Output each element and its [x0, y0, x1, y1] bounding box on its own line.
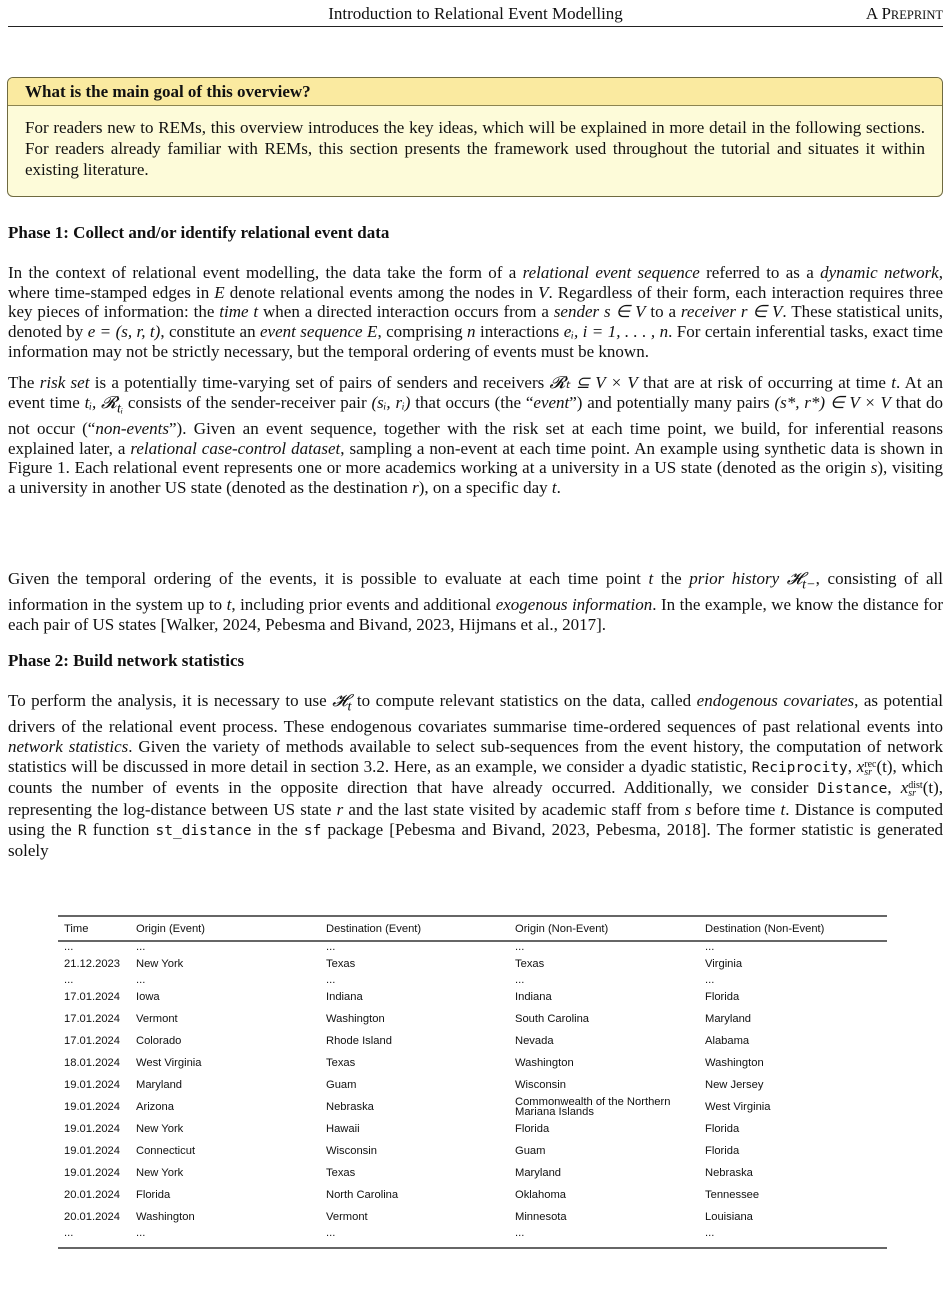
table-cell: South Carolina [515, 1013, 590, 1025]
table-cell: Oklahoma [515, 1189, 566, 1201]
phase1-paragraph-1: In the context of relational event modelling, the data take the form of a relational event sequence referred to as a dynamic network, where time-stamped edges in E denote relational events among the nodes in V. Regardless of their form, each interaction requires three key pieces of information: the time t when a directed interaction occurs from a sender s ∈ V to a receiver r ∈ V. These statistical units, denoted by e = (s, r, t), constitute an event sequence E, comprising n interactions eᵢ, i = 1, . . . , n. For certain inferential tasks, exact time information may not be strictly necessary, but the temporal ordering of events must be known. [8, 263, 944, 361]
phase1-heading: Phase 1: Collect and/or identify relational event data [8, 223, 390, 242]
table-cell: Texas [326, 1167, 356, 1179]
table-cell: North Carolina [326, 1189, 399, 1201]
table-cell: Vermont [136, 1013, 178, 1025]
table-cell: Guam [515, 1145, 546, 1157]
table-row [58, 1206, 887, 1228]
callout-title: What is the main goal of this overview? [8, 78, 942, 106]
column-header-destination-event: Destination (Event) [320, 916, 509, 941]
callout-body: For readers new to REMs, this overview introduces the key ideas, which will be explained in more detail in the following sections. For readers already familiar with REMs, this section presents the framework used throughout the tutorial and situates it within existing literature. [25, 118, 925, 179]
table-cell: ... [705, 974, 715, 986]
table-cell: Indiana [515, 991, 552, 1003]
phase1-paragraph-3: Given the temporal ordering of the events, it is possible to evaluate at each time point t the prior history 𝓗$_{t-}$, consisting of all information in the system up to t, including prior events and additional exogenous information. In the example, we know the distance for each pair of US states [Walker, 2024, Pebesma and Bivand, 2023, Hijmans et al., 2017]. [8, 569, 944, 634]
table-cell: ... [326, 974, 336, 986]
table-cell: Washington [705, 1057, 764, 1069]
table-cell: ... [705, 1227, 715, 1239]
table-cell: ... [136, 941, 146, 953]
table-cell: ... [136, 1227, 146, 1239]
table-cell: Minnesota [515, 1211, 567, 1223]
table-row [58, 1162, 887, 1184]
phase1-paragraph-2: The risk set is a potentially time-varying set of pairs of senders and receivers 𝓡ₜ ⊆ V × V that are at risk of occurring at time t. At an event time tᵢ, 𝓡$_{tᵢ}$ consists of the sender-receiver pair (sᵢ, rᵢ) that occurs (the “event”) and potentially many pairs (s*, r*) ∈ V × V that do not occur (“non-events”). Given an event sequence, together with the risk set at each time point, we build, for inferential reasons explained later, a relational case-control dataset, sampling a non-event at each time point. An example using synthetic data is shown in Figure 1. Each relational event represents one or more academics working at a university in a US state (denoted as the origin s), visiting a university in another US state (denoted as the destination r), on a specific day t. [8, 373, 944, 497]
phase2-paragraph-1: To perform the analysis, it is necessary to use 𝓗$_t$ to compute relevant statistics on the data, called endogenous covariates, as potential drivers of the relational event process. These endogenous covariates summarise time-ordered sequences of past relational events into network statistics. Given the variety of methods available to select sub-sequences from the event history, the computation of network statistics will be discussed in more detail in section 3.2. Here, as an example, we consider a dyadic statistic, Reciprocity, x rec sr (t), which counts the number of events in the opposite direction that have already occurred. Additionally, we consider Distance, x dist sr (t), representing the log-distance between US state r and the last state visited by academic staff from s before time t. Distance is computed using the R function st_distance in the sf package [Pebesma and Bivand, 2023, Pebesma, 2018]. The former statistic is generated solely [8, 691, 944, 861]
table-cell: 19.01.2024 [64, 1167, 120, 1179]
column-header-destination-non-event: Destination (Non-Event) [699, 916, 887, 941]
running-header [8, 4, 943, 27]
column-header-origin-non-event: Origin (Non-Event) [509, 916, 699, 941]
table-row [58, 1096, 887, 1118]
table-cell: Nebraska [705, 1167, 753, 1179]
phase2-heading: Phase 2: Build network statistics [8, 651, 245, 670]
table-cell: Rhode Island [326, 1035, 392, 1047]
table-cell: New York [136, 958, 184, 970]
preprint-tag: A PREPRINT [865, 4, 943, 23]
table-header-row [58, 916, 887, 941]
table-cell: Washington [326, 1013, 385, 1025]
table-cell: 19.01.2024 [64, 1101, 120, 1113]
table-cell: Florida [705, 1123, 740, 1135]
table-cell: New York [136, 1123, 184, 1135]
table-cell: Maryland [136, 1079, 183, 1091]
table-cell: Nebraska [326, 1101, 374, 1113]
table-cell: ... [515, 974, 525, 986]
table-cell: Vermont [326, 1211, 368, 1223]
column-header-origin-event: Origin (Event) [130, 916, 320, 941]
table-cell: Connecticut [136, 1145, 196, 1157]
table-cell: Indiana [326, 991, 363, 1003]
table-cell: Arizona [136, 1101, 174, 1113]
table-row [58, 1184, 887, 1206]
table-row [58, 1008, 887, 1030]
table-cell: Colorado [136, 1035, 182, 1047]
table-row [58, 1052, 887, 1074]
table-cell: Maryland [705, 1013, 752, 1025]
table-cell: Florida [136, 1189, 171, 1201]
table-cell: New Jersey [705, 1079, 764, 1091]
table-cell: Commonwealth of the Northern Mariana Islands [515, 1096, 671, 1118]
table-cell: Nevada [515, 1035, 554, 1047]
table-cell: Hawaii [326, 1123, 360, 1135]
table-cell: ... [64, 974, 74, 986]
table-cell: 20.01.2024 [64, 1211, 120, 1223]
table-cell: Texas [326, 1057, 356, 1069]
overview-callout-box [7, 77, 943, 197]
table-cell: 17.01.2024 [64, 1013, 120, 1025]
table-cell: Texas [326, 958, 356, 970]
table-cell: Maryland [515, 1167, 562, 1179]
table-cell: ... [705, 941, 715, 953]
table-row [58, 1118, 887, 1140]
table-cell: Wisconsin [326, 1145, 377, 1157]
table-cell: West Virginia [705, 1101, 771, 1113]
table-cell: Wisconsin [515, 1079, 566, 1091]
table-ellipsis-row [58, 975, 887, 986]
table-cell: Louisiana [705, 1211, 753, 1223]
table-cell: Virginia [705, 958, 743, 970]
table-cell: 17.01.2024 [64, 1035, 120, 1047]
table-cell: ... [326, 941, 336, 953]
table-cell: ... [64, 1227, 74, 1239]
table-cell: Alabama [705, 1035, 750, 1047]
table-cell: Washington [515, 1057, 574, 1069]
table-cell: Florida [515, 1123, 550, 1135]
table-row [58, 986, 887, 1008]
table-cell: ... [515, 1227, 525, 1239]
table-cell: 18.01.2024 [64, 1057, 120, 1069]
table-cell: Tennessee [705, 1189, 760, 1201]
table-cell: Florida [705, 991, 740, 1003]
table-cell: Washington [136, 1211, 195, 1223]
relational-event-table [58, 915, 887, 1249]
table-ellipsis-row [58, 941, 887, 953]
table-cell: 19.01.2024 [64, 1145, 120, 1157]
table-cell: ... [326, 1227, 336, 1239]
table-spacer-cell [58, 1239, 887, 1248]
table-cell: ... [136, 974, 146, 986]
table-cell: New York [136, 1167, 184, 1179]
table-cell: 21.12.2023 [64, 958, 120, 970]
table-cell: Guam [326, 1079, 357, 1091]
table-row [58, 953, 887, 975]
table-cell: West Virginia [136, 1057, 202, 1069]
running-title: Introduction to Relational Event Modelling [328, 4, 623, 23]
table-cell: 19.01.2024 [64, 1123, 120, 1135]
table-cell: ... [515, 941, 525, 953]
table-cell: 19.01.2024 [64, 1079, 120, 1091]
table-row [58, 1074, 887, 1096]
table-row [58, 1030, 887, 1052]
table-cell: Iowa [136, 991, 160, 1003]
table-row [58, 1140, 887, 1162]
table-ellipsis-row [58, 1228, 887, 1239]
table-cell: 17.01.2024 [64, 991, 120, 1003]
column-header-time: Time [58, 916, 130, 941]
table-cell: ... [64, 941, 74, 953]
table-cell: Texas [515, 958, 545, 970]
table-cell: Florida [705, 1145, 740, 1157]
table-bottom-spacer [58, 1239, 887, 1248]
table-cell: 20.01.2024 [64, 1189, 120, 1201]
